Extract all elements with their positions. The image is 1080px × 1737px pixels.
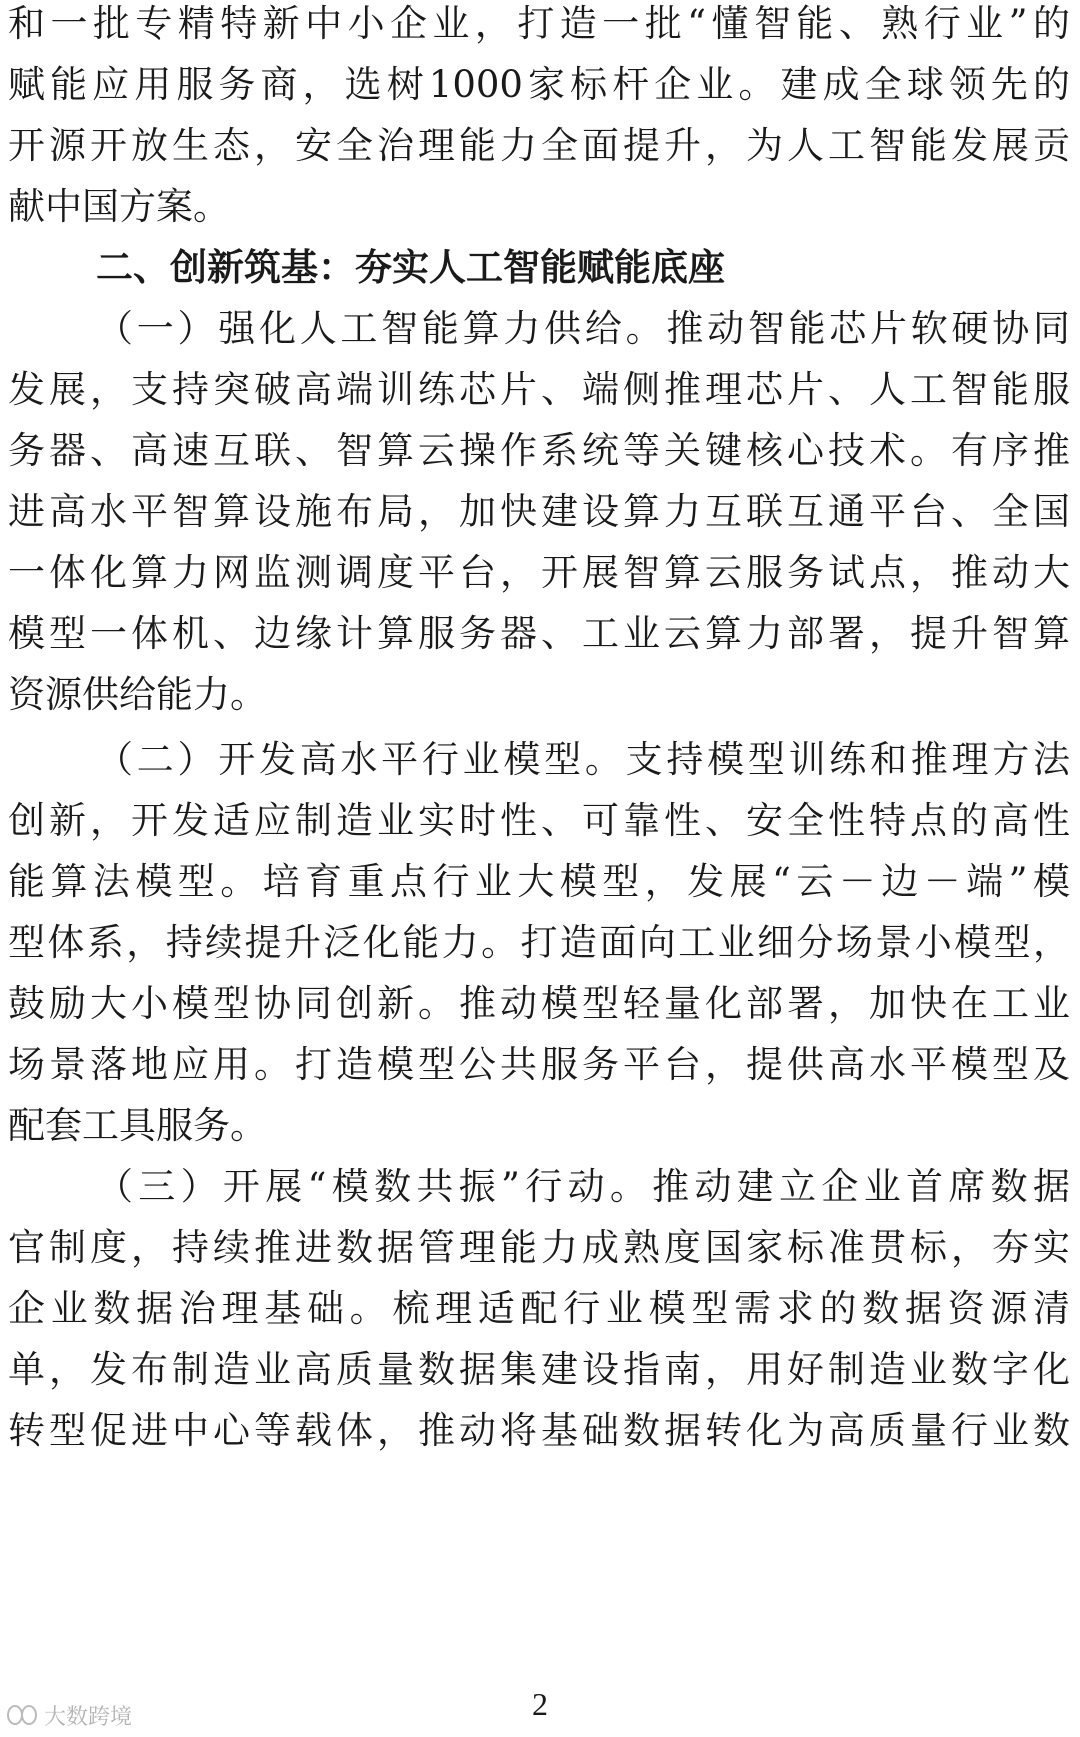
- paragraph-line: 进高水平智算设施布局，加快建设算力互联互通平台、全国: [8, 490, 1070, 533]
- subsection-line: （二）开发高水平行业模型。支持模型训练和推理方法: [96, 738, 1070, 781]
- paragraph-line: 型体系，持续提升泛化能力。打造面向工业细分场景小模型，: [8, 921, 1070, 964]
- section-heading: 二、创新筑基：夯实人工智能赋能底座: [96, 246, 725, 289]
- paragraph-line: 企业数据治理基础。梳理适配行业模型需求的数据资源清: [8, 1287, 1070, 1330]
- subsection-line: （三）开展“模数共振”行动。推动建立企业首席数据: [96, 1165, 1070, 1208]
- paragraph-line: 开源开放生态，安全治理能力全面提升，为人工智能发展贡: [8, 124, 1070, 167]
- paragraph-line: 赋能应用服务商，选树1000家标杆企业。建成全球领先的: [8, 63, 1070, 106]
- paragraph-line: 场景落地应用。打造模型公共服务平台，提供高水平模型及: [8, 1043, 1070, 1086]
- paragraph-line: 资源供给能力。: [8, 673, 267, 716]
- paragraph-line: 献中国方案。: [8, 185, 230, 228]
- paragraph-line: 官制度，持续推进数据管理能力成熟度国家标准贯标，夯实: [8, 1226, 1070, 1269]
- paragraph-line: 和一批专精特新中小企业，打造一批“懂智能、熟行业”的: [8, 2, 1070, 45]
- paragraph-line: 转型促进中心等载体，推动将基础数据转化为高质量行业数: [8, 1409, 1070, 1452]
- paragraph-line: 创新，开发适应制造业实时性、可靠性、安全性特点的高性: [8, 799, 1070, 842]
- page-number: 2: [532, 1686, 548, 1722]
- paragraph-line: 务器、高速互联、智算云操作系统等关键核心技术。有序推: [8, 429, 1070, 472]
- paragraph-line: 一体化算力网监测调度平台，开展智算云服务试点，推动大: [8, 551, 1070, 594]
- watermark-text: 大数跨境: [44, 1704, 133, 1730]
- subsection-line: （一）强化人工智能算力供给。推动智能芯片软硬协同: [96, 307, 1070, 350]
- paragraph-line: 鼓励大小模型协同创新。推动模型轻量化部署，加快在工业: [8, 982, 1070, 1025]
- paragraph-line: 单，发布制造业高质量数据集建设指南，用好制造业数字化: [8, 1348, 1070, 1391]
- paragraph-line: 配套工具服务。: [8, 1104, 267, 1147]
- paragraph-line: 能算法模型。培育重点行业大模型，发展“云－边－端”模: [8, 860, 1070, 903]
- paragraph-line: 发展，支持突破高端训练芯片、端侧推理芯片、人工智能服: [8, 368, 1070, 411]
- paragraph-line: 模型一体机、边缘计算服务器、工业云算力部署，提升智算: [8, 612, 1070, 655]
